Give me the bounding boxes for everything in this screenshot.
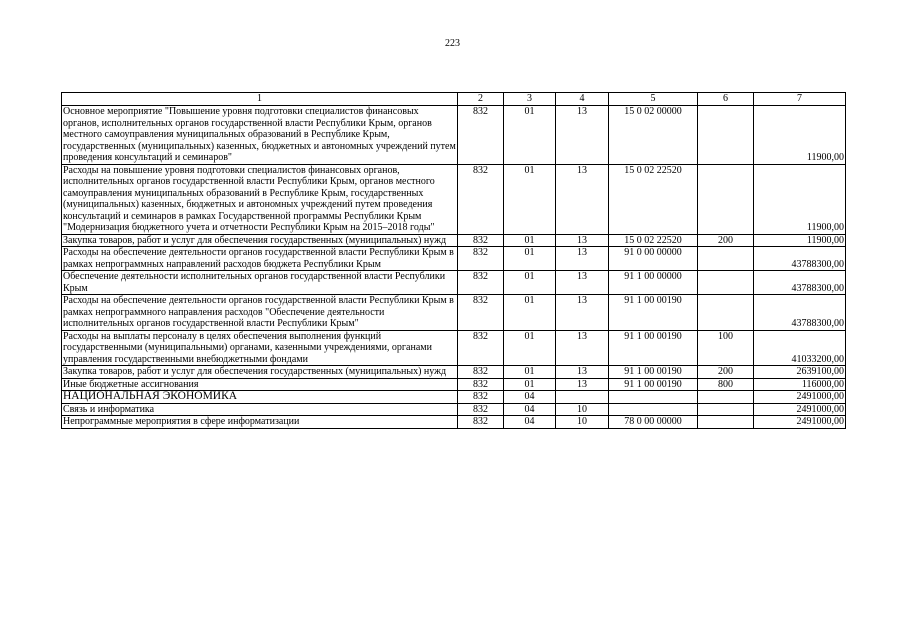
- row-code-6: [698, 271, 754, 295]
- row-code-4: 10: [556, 416, 609, 429]
- row-code-4: 13: [556, 234, 609, 247]
- row-amount: 2491000,00: [754, 416, 846, 429]
- row-code-5: 91 1 00 00190: [609, 366, 698, 379]
- row-code-2: 832: [458, 403, 504, 416]
- row-name: Непрограммные мероприятия в сфере информатизации: [62, 416, 458, 429]
- row-name: Обеспечение деятельности исполнительных органов государственной власти Республики Крым: [62, 271, 458, 295]
- table-row: [62, 164, 846, 234]
- row-code-3: 01: [504, 378, 556, 391]
- row-code-6: [698, 403, 754, 416]
- row-code-5: 91 0 00 00000: [609, 247, 698, 271]
- row-amount: 116000,00: [754, 378, 846, 391]
- row-code-4: 13: [556, 378, 609, 391]
- row-amount: 2491000,00: [754, 403, 846, 416]
- row-code-3: 01: [504, 234, 556, 247]
- row-amount: 43788300,00: [754, 271, 846, 295]
- table-row: [62, 366, 846, 379]
- row-name: Закупка товаров, работ и услуг для обеспечения государственных (муниципальных) нужд: [62, 366, 458, 379]
- row-name: Расходы на выплаты персоналу в целях обеспечения выполнения функций государственными (муниципальными) органами, казенными учреждениями, органами управления государственными внебюджетными фондами: [62, 330, 458, 366]
- header-cell: 5: [609, 93, 698, 106]
- row-code-2: 832: [458, 391, 504, 404]
- row-amount: 41033200,00: [754, 330, 846, 366]
- row-code-6: [698, 164, 754, 234]
- row-code-4: 13: [556, 330, 609, 366]
- row-code-2: 832: [458, 164, 504, 234]
- row-amount: 11900,00: [754, 106, 846, 165]
- row-code-4: 13: [556, 247, 609, 271]
- row-name: Связь и информатика: [62, 403, 458, 416]
- budget-table: [61, 92, 846, 429]
- row-code-5: 91 1 00 00190: [609, 295, 698, 331]
- header-cell: 6: [698, 93, 754, 106]
- table-row: [62, 403, 846, 416]
- table-row: [62, 295, 846, 331]
- row-code-6: [698, 416, 754, 429]
- row-amount: 11900,00: [754, 234, 846, 247]
- row-name: Расходы на повышение уровня подготовки специалистов финансовых органов, исполнительных органов государственной власти Республики Крым, органов местного самоуправления муниципальных образований в Республике Крым, государственных (муниципальных) казенных, бюджетных и автономных учреждений путем проведения консультаций и семинаров в рамках Государственной программы Республики Крым "Модернизация бюджетного учета и отчетности Республики Крым на 2015–2018 годы": [62, 164, 458, 234]
- row-code-5: [609, 403, 698, 416]
- row-code-5: 91 1 00 00000: [609, 271, 698, 295]
- table-row: [62, 378, 846, 391]
- row-code-4: 13: [556, 106, 609, 165]
- row-code-5: 91 1 00 00190: [609, 330, 698, 366]
- row-code-4: 13: [556, 271, 609, 295]
- row-code-4: [556, 391, 609, 404]
- table-row: [62, 271, 846, 295]
- page-number: 223: [445, 38, 460, 49]
- row-amount: 43788300,00: [754, 295, 846, 331]
- row-code-3: 01: [504, 295, 556, 331]
- row-code-2: 832: [458, 366, 504, 379]
- row-amount: 2639100,00: [754, 366, 846, 379]
- row-code-4: 13: [556, 295, 609, 331]
- row-code-3: 01: [504, 271, 556, 295]
- table-row: [62, 106, 846, 165]
- row-code-2: 832: [458, 247, 504, 271]
- row-code-3: 04: [504, 403, 556, 416]
- row-code-2: 832: [458, 295, 504, 331]
- row-code-6: [698, 295, 754, 331]
- table-header-row: [62, 93, 846, 106]
- row-code-2: 832: [458, 271, 504, 295]
- row-code-4: 13: [556, 366, 609, 379]
- row-code-2: 832: [458, 330, 504, 366]
- row-code-3: 01: [504, 164, 556, 234]
- row-code-3: 01: [504, 247, 556, 271]
- row-code-5: 78 0 00 00000: [609, 416, 698, 429]
- row-name: НАЦИОНАЛЬНАЯ ЭКОНОМИКА: [62, 391, 458, 404]
- header-cell: 4: [556, 93, 609, 106]
- row-code-6: 800: [698, 378, 754, 391]
- row-code-2: 832: [458, 378, 504, 391]
- row-name: Расходы на обеспечение деятельности органов государственной власти Республики Крым в рамках непрограммного направления расходов "Обеспечение деятельности исполнительных органов государственной власти Республики Крым": [62, 295, 458, 331]
- row-name: Основное мероприятие "Повышение уровня подготовки специалистов финансовых органов, исполнительных органов государственной власти Республики Крым, органов местного самоуправления муниципальных образований в Республике Крым, государственных (муниципальных) казенных, бюджетных и автономных учреждений путем проведения консультаций и семинаров": [63, 106, 456, 163]
- row-code-4: 13: [556, 164, 609, 234]
- row-code-6: [698, 106, 754, 165]
- row-code-5: 15 0 02 22520: [609, 164, 698, 234]
- row-code-6: 200: [698, 234, 754, 247]
- row-code-6: [698, 247, 754, 271]
- row-code-5: 91 1 00 00190: [609, 378, 698, 391]
- row-code-3: 04: [504, 416, 556, 429]
- table-row: [62, 330, 846, 366]
- row-code-2: 832: [458, 416, 504, 429]
- row-name: Закупка товаров, работ и услуг для обеспечения государственных (муниципальных) нужд: [62, 234, 458, 247]
- row-code-5: 15 0 02 22520: [609, 234, 698, 247]
- row-code-4: 10: [556, 403, 609, 416]
- row-name: Иные бюджетные ассигнования: [62, 378, 458, 391]
- header-cell: 7: [754, 93, 846, 106]
- row-code-5: [609, 391, 698, 404]
- row-code-2: 832: [458, 234, 504, 247]
- row-code-6: 200: [698, 366, 754, 379]
- table-row: [62, 247, 846, 271]
- row-code-3: 01: [504, 330, 556, 366]
- row-code-3: 01: [504, 106, 556, 165]
- row-code-5: 15 0 02 00000: [609, 106, 698, 165]
- row-code-3: 04: [504, 391, 556, 404]
- row-code-6: 100: [698, 330, 754, 366]
- table-row: [62, 234, 846, 247]
- header-cell: 3: [504, 93, 556, 106]
- row-code-2: 832: [458, 106, 504, 165]
- table-row: [62, 416, 846, 429]
- row-code-3: 01: [504, 366, 556, 379]
- header-cell: 1: [62, 93, 458, 106]
- row-code-6: [698, 391, 754, 404]
- header-cell: 2: [458, 93, 504, 106]
- row-amount: 11900,00: [754, 164, 846, 234]
- row-amount: 2491000,00: [754, 391, 846, 404]
- row-amount: 43788300,00: [754, 247, 846, 271]
- row-name: Расходы на обеспечение деятельности органов государственной власти Республики Крым в рамках непрограммных направлений расходов бюджета Республики Крым: [62, 247, 458, 271]
- table-row-section: [62, 391, 846, 404]
